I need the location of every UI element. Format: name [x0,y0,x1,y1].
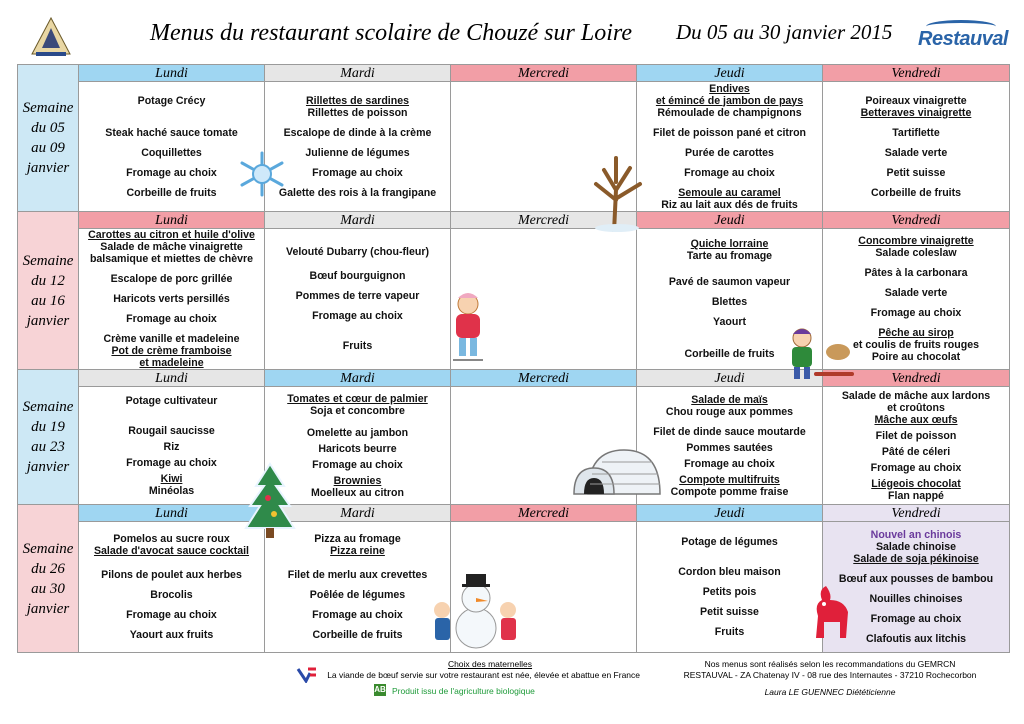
week-2-header [18,212,1010,229]
snowman-children-icon [430,566,520,652]
week-1-header [18,65,1010,82]
day-header-jeudi: Jeudi [637,370,823,387]
menu-cell: Pomelos au sucre roux Salade d'avocat sauce cocktail Pilons de poulet aux herbes Brocolis Fromage au choix Yaourt aux fruits [79,522,265,653]
menu-cell: Salade de mâche aux lardons et croûtons Mâche aux œufs Filet de poisson Pâté de céleri Fromage au choix Liégeois chocolat Flan nappé [823,387,1010,505]
day-header-jeudi: Jeudi [637,505,823,522]
town-emblem-icon [28,14,74,60]
menu-cell: Potage de légumes Cordon bleu maison Petits pois Petit suisse Fruits [637,522,823,653]
week-4-header [18,505,1010,522]
dietitian-signature: Laura LE GUENNEC Diététicienne [764,687,896,697]
week-3-label: Semaine du 19 au 23 janvier [18,370,79,505]
menu-cell-organic: Velouté Dubarry (chou-fleur) Bœuf bourguignon Pommes de terre vapeur Fromage au choix Fruits [265,229,451,370]
day-header-lundi: Lundi [79,65,265,82]
igloo-icon [572,444,664,496]
day-header-vendredi: Vendredi [823,370,1010,387]
snowy-fir-tree-icon [244,462,296,542]
week-2-menus [18,229,1010,370]
week-3-header [18,370,1010,387]
gemrcn-note: Nos menus sont réalisés selon les recommandations du GEMRCN [704,659,956,669]
day-header-mardi: Mardi [265,65,451,82]
day-header-lundi: Lundi [79,370,265,387]
week-1-label: Semaine du 05 au 09 janvier [18,65,79,212]
period-dates: Du 05 au 30 janvier 2015 [676,20,893,44]
page-title: Menus du restaurant scolaire de Chouzé sur Loire [150,20,632,46]
footer-right [650,659,1010,698]
day-header-mercredi: Mercredi [451,505,637,522]
day-header-lundi: Lundi [79,212,265,229]
week-2-label: Semaine du 12 au 16 janvier [18,212,79,370]
day-header-jeudi: Jeudi [637,65,823,82]
menu-cell: Concombre vinaigrette Salade coleslaw Pâtes à la carbonara Salade verte Fromage au choix Pêche au sirop et coulis de fruits rouges Poire au chocolat [823,229,1010,370]
organic-note: Produit issu de l'agriculture biologique [392,686,535,696]
menu-cell: Potage cultivateur Rougail saucisse Riz Fromage au choix Kiwi Minéolas [79,387,265,505]
organic-ab-icon: AB [374,685,386,694]
brand-wordmark: Restauval [918,28,1008,50]
menu-cell: Poireaux vinaigrette Betteraves vinaigrette Tartiflette Salade verte Petit suisse Corbeille de fruits [823,82,1010,212]
menu-table [17,64,1010,653]
footer-left [300,659,640,681]
menu-cell: Carottes au citron et huile d'olive Salade de mâche vinaigrette balsamique et miettes de chèvre Escalope de porc grillée Haricots verts persillés Fromage au choix Crème vanille et madeleine Pot de crème framboise et madeleine [79,229,265,370]
day-header-mercredi: Mercredi [451,370,637,387]
day-header-vendredi: Vendredi [823,65,1010,82]
menu-cell: Rillettes de sardines Rillettes de poisson Escalope de dinde à la crème Julienne de légumes Fromage au choix Galette des rois à la frangipane [265,82,451,212]
day-header-mercredi: Mercredi [451,212,637,229]
viande-francaise-icon [296,667,318,683]
day-header-vendredi: Vendredi [823,212,1010,229]
menu-cell: Quiche lorraine Tarte au fromage Pavé de saumon vapeur Blettes Yaourt Corbeille de fruits [637,229,823,370]
day-header-mardi: Mardi [265,505,451,522]
menu-cell: Endives et émincé de jambon de pays Rémoulade de champignons Filet de poisson pané et citron Purée de carottes Fromage au choix Semoule au caramel Riz au lait aux dés de fruits [637,82,823,212]
child-sled-dog-icon [784,326,858,382]
day-header-mardi: Mardi [265,370,451,387]
week-4-label: Semaine du 26 au 30 janvier [18,505,79,653]
day-header-mercredi: Mercredi [451,65,637,82]
restauval-logo [914,20,1006,60]
day-header-mardi: Mardi [265,212,451,229]
menu-cell: Tomates et cœur de palmier Soja et concombre Omelette au jambon Haricots beurre Fromage au choix Brownies Moelleux au citron [265,387,451,505]
beef-origin-note: La viande de bœuf servie sur votre restaurant est née, élevée et abattue en France [327,670,640,680]
menu-cell: Potage Crécy Steak haché sauce tomate Coquillettes Fromage au choix Corbeille de fruits [79,82,265,212]
bare-tree-icon [586,150,648,232]
menu-cell-chinese-new-year: Nouvel an chinois Salade chinoise Salade de soja pékinoise Bœuf aux pousses de bambou Nouilles chinoises Fromage au choix Clafoutis aux litchis [823,522,1010,653]
snowflake-icon [238,150,286,198]
menu-cell: Pizza au fromage Pizza reine Filet de merlu aux crevettes Poêlée de légumes Fromage au choix Corbeille de fruits [265,522,451,653]
week-3-menus [18,387,1010,505]
maternelles-note: Choix des maternelles [447,659,533,669]
day-header-vendredi: Vendredi [823,505,1010,522]
week-1-menus [18,82,1010,212]
child-skater-icon [445,292,491,364]
chinese-goat-icon [808,582,854,642]
company-address: RESTAUVAL - ZA Chatenay IV - 08 rue des Internautes - 37210 Rochecorbon [683,670,977,680]
day-header-lundi: Lundi [79,505,265,522]
day-header-jeudi: Jeudi [637,212,823,229]
menu-cell: Salade de maïs Chou rouge aux pommes Filet de dinde sauce moutarde Pommes sautées Fromage au choix Compote multifruits Compote pomme fraise [637,387,823,505]
